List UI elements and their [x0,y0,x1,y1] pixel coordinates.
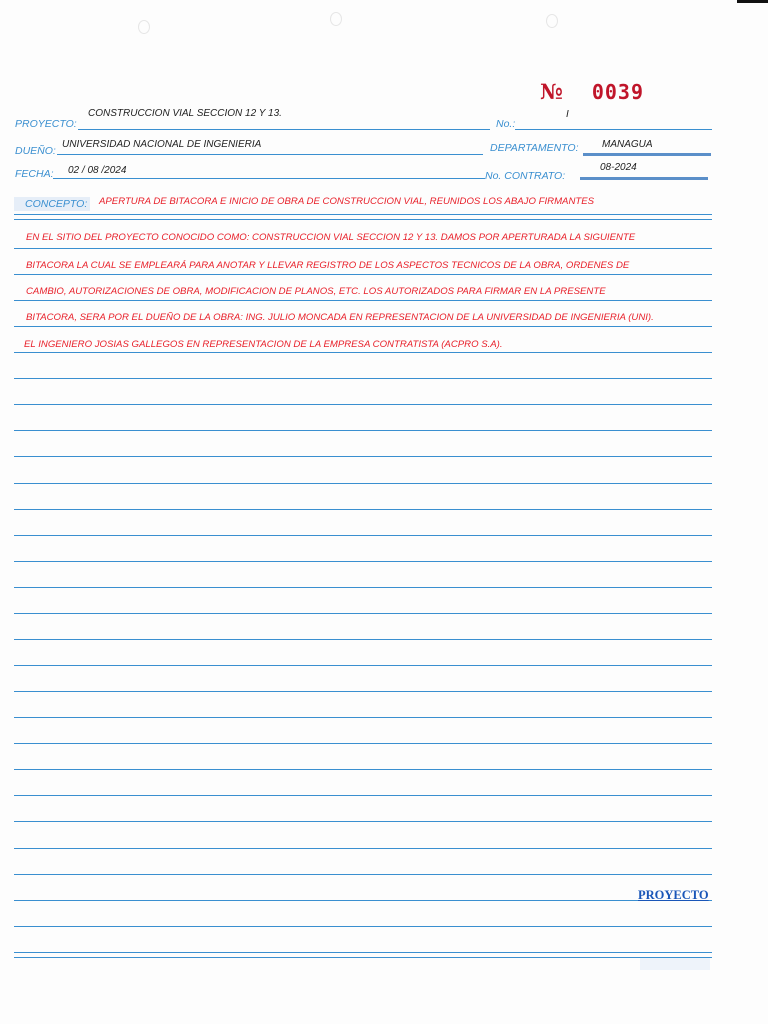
fecha-value: 02 / 08 /2024 [68,165,127,176]
ruled-line [14,717,712,718]
ruled-line [14,430,712,431]
ruled-line [14,691,712,692]
proyecto-label: PROYECTO: [15,118,77,130]
ruled-line [14,378,712,379]
dueno-label: DUEÑO: [15,145,56,157]
ruled-line [14,214,712,215]
ruled-line [14,821,712,822]
dueno-value: UNIVERSIDAD NACIONAL DE INGENIERIA [62,139,262,150]
ruled-line [14,795,712,796]
fecha-label: FECHA: [15,168,54,180]
ruled-line [14,926,712,927]
fecha-underline [53,178,485,179]
footer-proyecto-title: PROYECTO [638,888,709,902]
departamento-value: MANAGUA [602,139,653,150]
ruled-line [14,219,712,220]
serial-symbol: № [540,79,564,104]
punch-hole-mark [546,14,558,28]
no-underline [515,129,712,130]
no-label: No.: [496,118,516,130]
concepto-line: BITACORA, SERA POR EL DUEÑO DE LA OBRA: ING. JULIO MONCADA EN REPRESENTACION DE LA UNIVERSIDAD DE INGENIERIA (UNI). [26,312,654,323]
ruled-line [14,509,712,510]
serial-number [540,79,644,104]
ruled-line [14,769,712,770]
proyecto-value: CONSTRUCCION VIAL SECCION 12 Y 13. [88,108,282,119]
concepto-line: APERTURA DE BITACORA E INICIO DE OBRA DE CONSTRUCCION VIAL, REUNIDOS LOS ABAJO FIRMANTES [99,196,595,207]
ruled-line [14,483,712,484]
contrato-underline [580,177,708,180]
ruled-line [14,743,712,744]
ruled-line [14,300,712,301]
ruled-line [14,561,712,562]
ruled-line [14,274,712,275]
ruled-line [14,352,712,353]
departamento-label: DEPARTAMENTO: [490,142,579,154]
concepto-line: EN EL SITIO DEL PROYECTO CONOCIDO COMO: CONSTRUCCION VIAL SECCION 12 Y 13. DAMOS POR APERTURADA LA SIGUIENTE [26,232,636,243]
ruled-line [14,248,712,249]
faint-stamp-mark [640,958,710,970]
ruled-line [14,535,712,536]
contrato-value: 08-2024 [600,162,637,173]
concepto-line: CAMBIO, AUTORIZACIONES DE OBRA, MODIFICACION DE PLANOS, ETC. LOS AUTORIZADOS PARA FIRMAR EN LA PRESENTE [26,286,606,297]
ruled-line [14,587,712,588]
proyecto-underline [78,129,490,130]
punch-hole-mark [330,12,342,26]
serial-value: 0039 [591,80,644,104]
ruled-line [14,613,712,614]
concepto-line: EL INGENIERO JOSIAS GALLEGOS EN REPRESENTACION DE LA EMPRESA CONTRATISTA (ACPRO S.A). [24,339,503,350]
ruled-line [14,456,712,457]
ruled-line [14,639,712,640]
contrato-label: No. CONTRATO: [485,170,566,182]
departamento-underline [583,153,711,156]
dueno-underline [57,154,483,155]
ruled-line [14,665,712,666]
scan-edge-mark [737,0,768,3]
punch-hole-mark [138,20,150,34]
ruled-line [14,874,712,875]
concepto-line: BITACORA LA CUAL SE EMPLEARÁ PARA ANOTAR Y LLEVAR REGISTRO DE LOS ASPECTOS TECNICOS DE LA OBRA, ORDENES DE [26,260,630,271]
ruled-line [14,848,712,849]
ruled-line [14,957,712,958]
ruled-line [14,326,712,327]
no-value: I [566,109,569,120]
ruled-line [14,404,712,405]
concepto-label: CONCEPTO: [25,198,88,210]
ruled-line [14,952,712,953]
ruled-line [14,900,712,901]
